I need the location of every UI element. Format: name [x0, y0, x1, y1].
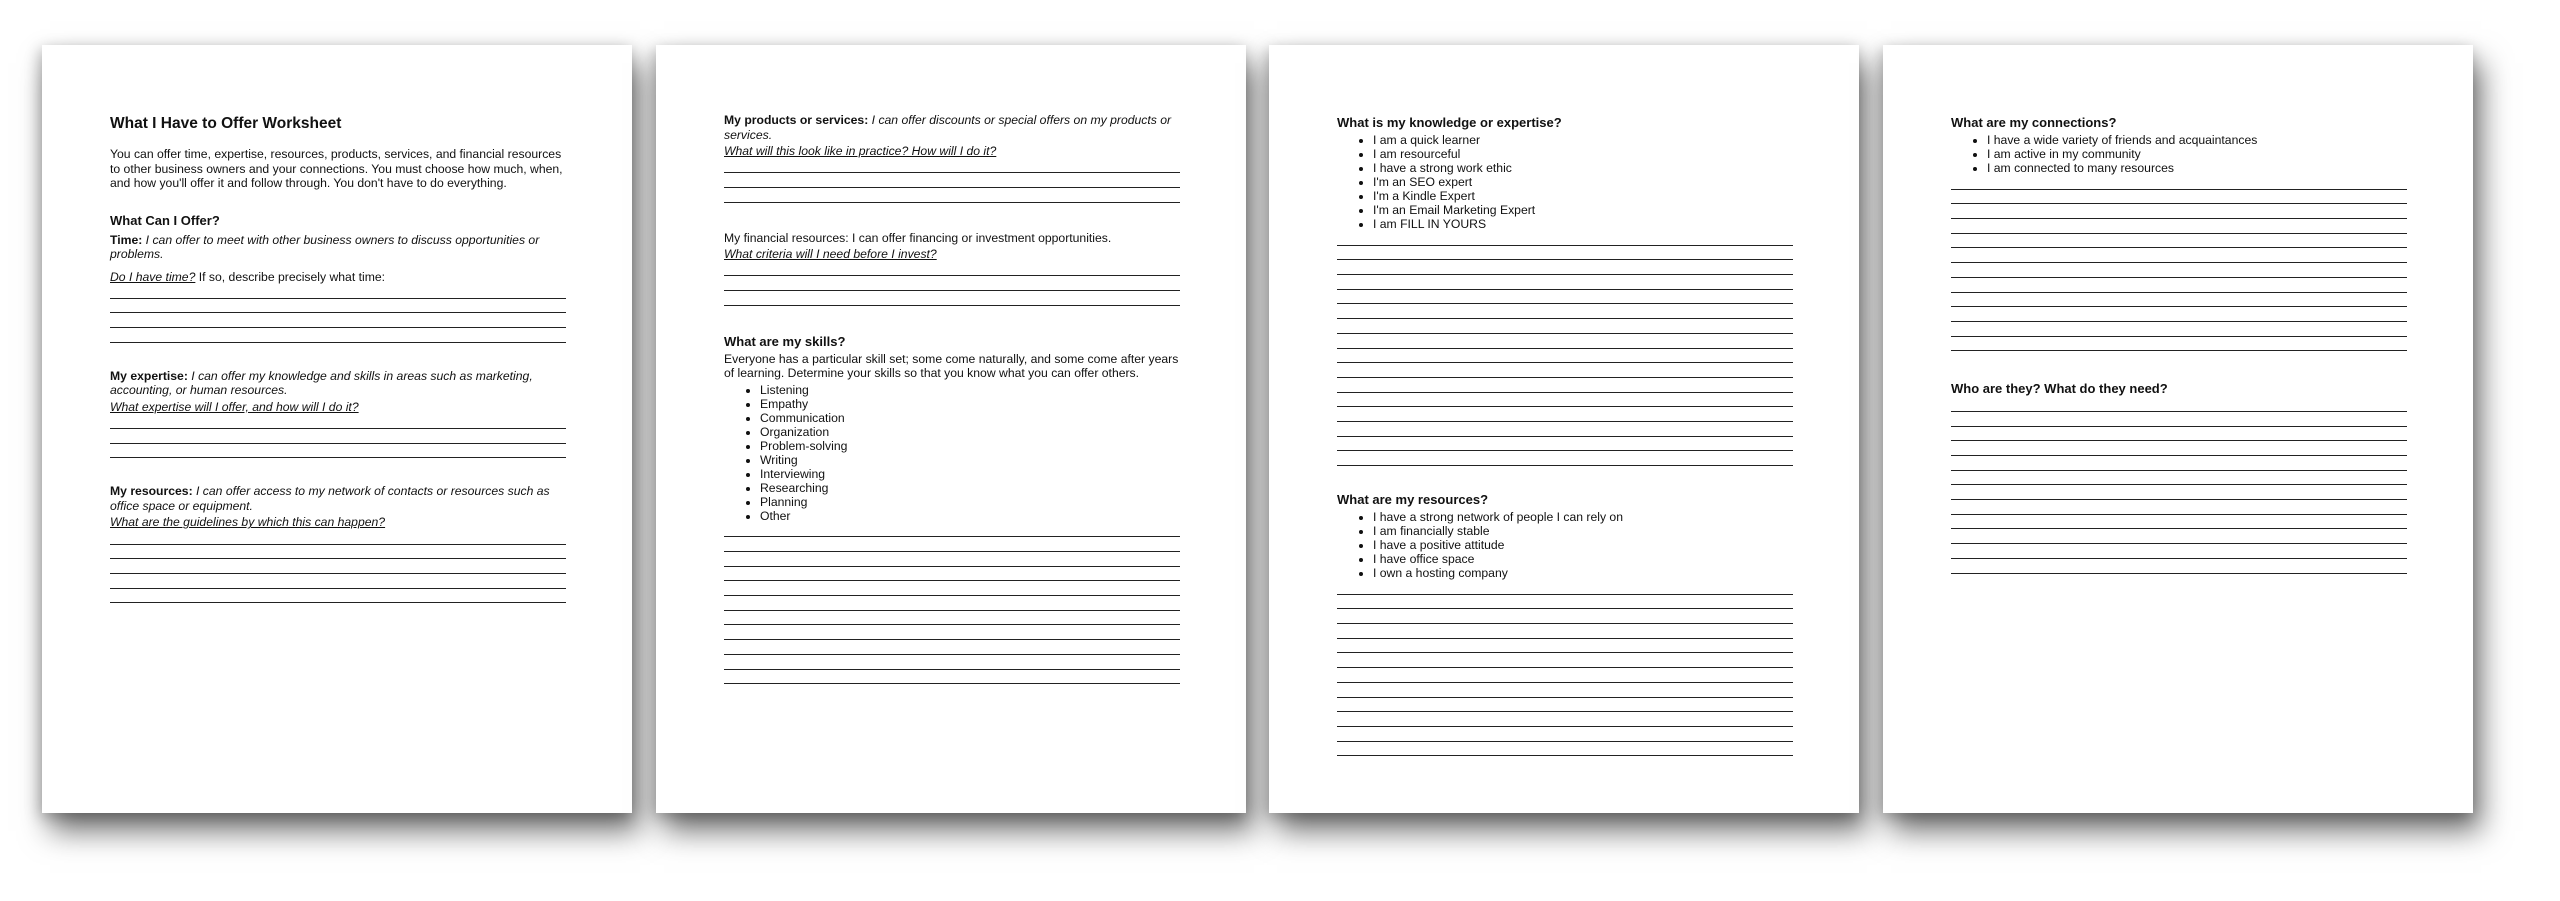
list-item: • I have office space	[1373, 552, 1793, 566]
worksheet-page-3	[1269, 45, 1859, 813]
list-item: • I have a wide variety of friends and acquaintances	[1987, 133, 2407, 147]
expertise-answer-lines[interactable]	[110, 414, 566, 458]
list-item: • I am active in my community	[1987, 147, 2407, 161]
worksheet-page-2	[656, 45, 1246, 813]
list-item: • Researching	[760, 481, 1180, 495]
list-item: • I am FILL IN YOURS	[1373, 217, 1793, 231]
worksheet-page-1	[42, 45, 632, 813]
financial-answer-lines[interactable]	[724, 262, 1180, 306]
knowledge-answer-lines[interactable]	[1337, 231, 1793, 466]
what-can-i-offer-heading: What Can I Offer?	[110, 212, 220, 228]
list-item: • Other	[760, 509, 1180, 523]
list-item: • I am connected to many resources	[1987, 161, 2407, 175]
time-question: Do I have time? If so, describe precisely what time:	[110, 269, 386, 284]
list-item: • Interviewing	[760, 467, 1180, 481]
list-item: • Planning	[760, 495, 1180, 509]
worksheet-title: What I Have to Offer Worksheet	[110, 115, 342, 132]
list-item: • I have a positive attitude	[1373, 538, 1793, 552]
list-item: • Problem-solving	[760, 439, 1180, 453]
list-item: • Organization	[760, 425, 1180, 439]
list-item: • I have a strong network of people I can rely on	[1373, 510, 1793, 524]
expertise-question: What expertise will I offer, and how will I do it?	[110, 399, 359, 414]
resources-answer-lines[interactable]	[1337, 580, 1793, 756]
worksheet-page-4	[1883, 45, 2473, 813]
skills-answer-lines[interactable]	[724, 523, 1180, 685]
list-item: • Empathy	[760, 397, 1180, 411]
skills-heading: What are my skills?	[724, 333, 846, 349]
who-are-they-heading: Who are they? What do they need?	[1951, 381, 2168, 397]
list-item: • I am a quick learner	[1373, 133, 1793, 147]
resources-question: What are the guidelines by which this can happen?	[110, 515, 386, 530]
list-item: • I'm a Kindle Expert	[1373, 189, 1793, 203]
knowledge-heading: What is my knowledge or expertise?	[1337, 115, 1562, 130]
connections-answer-lines[interactable]	[1951, 175, 2407, 351]
resources-paragraph: My resources: I can offer access to my network of contacts or resources such as office space or equipment.	[110, 484, 550, 513]
connections-heading: What are my connections?	[1951, 115, 2117, 130]
list-item: • Listening	[760, 383, 1180, 397]
expertise-paragraph: My expertise: I can offer my knowledge and skills in areas such as marketing, accounting, or human resources.	[110, 368, 533, 398]
list-item: • I'm an SEO expert	[1373, 175, 1793, 189]
list-item: • I am financially stable	[1373, 524, 1793, 538]
list-item: • Writing	[760, 453, 1180, 467]
financial-paragraph: My financial resources: I can offer financing or investment opportunities.	[724, 230, 1112, 245]
list-item: • I'm an Email Marketing Expert	[1373, 203, 1793, 217]
list-item: • I have a strong work ethic	[1373, 161, 1793, 175]
resources-heading: What are my resources?	[1337, 492, 1489, 507]
list-item: • I own a hosting company	[1373, 566, 1793, 580]
who-answer-lines[interactable]	[1951, 397, 2407, 573]
resources-answer-lines[interactable]	[110, 530, 566, 603]
intro-paragraph: You can offer time, expertise, resources, products, services, and financial resources to other business owners and your connections. You must choose how much, when, and how you'll offer it and follow through. You don't have to do everything.	[110, 147, 563, 190]
skills-list	[724, 383, 1180, 523]
knowledge-list	[1337, 133, 1793, 231]
time-answer-lines[interactable]	[110, 284, 566, 343]
resources-list	[1337, 510, 1793, 580]
products-answer-lines[interactable]	[724, 159, 1180, 203]
products-question: What will this look like in practice? How will I do it?	[724, 144, 997, 158]
time-paragraph: Time: I can offer to meet with other business owners to discuss opportunities or problems.	[110, 232, 540, 261]
financial-question: What criteria will I need before I invest?	[724, 247, 937, 262]
list-item: • Communication	[760, 411, 1180, 425]
products-paragraph: My products or services: I can offer discounts or special offers on my products or services.	[724, 113, 1172, 142]
list-item: • I am resourceful	[1373, 147, 1793, 161]
connections-list	[1951, 133, 2407, 175]
skills-intro: Everyone has a particular skill set; some come naturally, and some come after years of learning. Determine your skills so that you know what you can offer others.	[724, 351, 1179, 381]
